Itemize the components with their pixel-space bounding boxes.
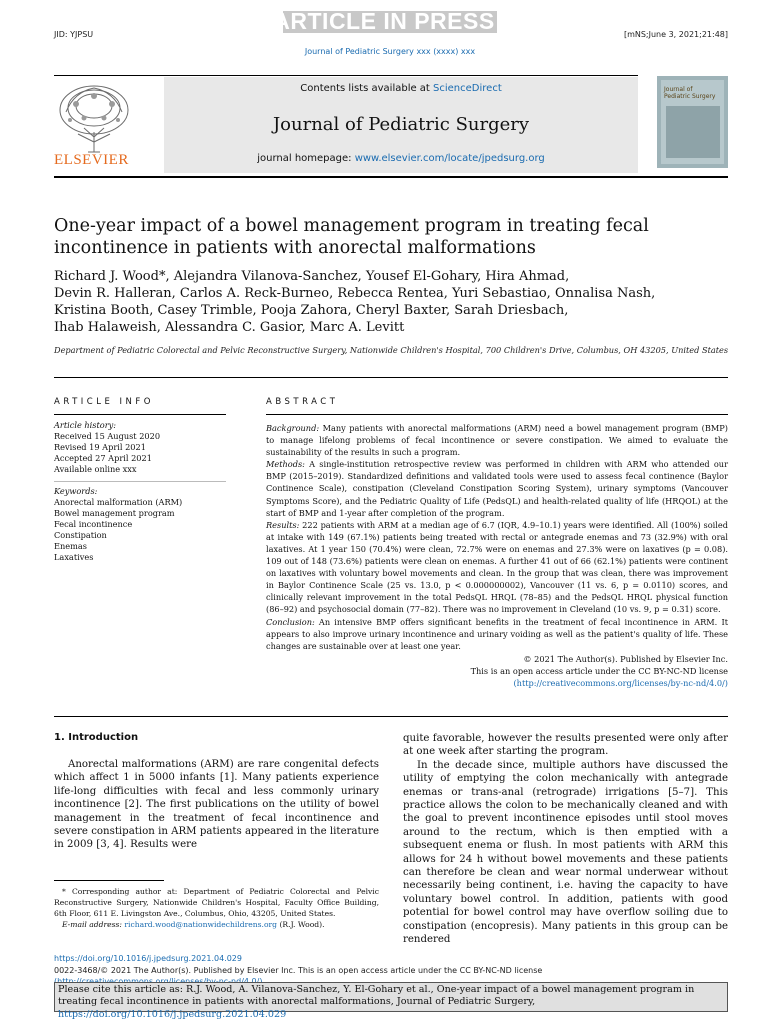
- cover-title: [664, 86, 722, 100]
- keywords-block: [54, 486, 226, 563]
- homepage-prefix: journal homepage:: [257, 153, 355, 164]
- elsevier-tree-logo: [54, 82, 134, 154]
- contents-prefix: Contents lists available at: [300, 83, 434, 94]
- intro-heading: 1. Introduction: [54, 732, 139, 743]
- abstract-background: [266, 422, 728, 458]
- abstract-license: This is an open access article under the CC BY-NC-ND license: [470, 665, 728, 676]
- author-line-2: Devin R. Halleran, Carlos A. Reck-Burneo, Rebecca Rentea, Yuri Sebastiao, Onnalisa Nash,: [54, 286, 656, 301]
- keyword-item: Enemas: [54, 541, 87, 551]
- info-divider: [54, 481, 226, 482]
- footnote: [54, 886, 379, 930]
- homepage-link[interactable]: www.elsevier.com/locate/jpedsurg.org: [354, 153, 545, 164]
- cover-title-line2: Pediatric Surgery: [664, 93, 716, 100]
- results-label: Results:: [266, 519, 300, 530]
- intro-col2: [403, 732, 728, 947]
- author-line-4: Ihab Halaweish, Alessandra C. Gasior, Marc A. Levitt: [54, 320, 405, 335]
- author-line-3: Kristina Booth, Casey Trimble, Pooja Zahora, Cheryl Baxter, Sarah Driesbach,: [54, 303, 569, 318]
- citation-doi-link[interactable]: https://doi.org/10.1016/j.jpedsurg.2021.04.029: [58, 1008, 287, 1020]
- conclusion-text: An intensive BMP offers significant benefits in the treatment of fecal incontinence in ARM. It appears to also improve urinary incontinence and urinary voiding as well as the patient's quality of life. These changes are sustainable over at least one year.: [266, 616, 728, 651]
- cover-artwork: [666, 106, 720, 158]
- corresponding-author: * Corresponding author at: Department of Pediatric Colorectal and Pelvic Reconstructive Surgery, Nationwide Children's Hospital, Faculty Office Building, 6th Floor, 611 E. Livingston Ave., Columbus, Ohio, 43205, United States.: [54, 887, 379, 918]
- methods-text: A single-institution retrospective review was performed in children with ARM who attended our BMP (2015–2019). Standardized definitions and validated tools were used to assess fecal continence (Baylor Continence Scale), constipation (Cleveland Constipation Scoring System), urinary symptoms (Vancouver Symptoms Score), and the Pediatric Quality of Life (PedsQL) and health-related quality of life (HRQOL) at the start of BMP and 1-year after completion of the program.: [266, 459, 728, 518]
- email-link[interactable]: richard.wood@nationwidechildrens.org: [124, 920, 278, 929]
- license-link[interactable]: (http://creativecommons.org/licenses/by-nc-nd/4.0/): [513, 677, 728, 688]
- abstract-rule: [266, 414, 728, 415]
- history-received: Received 15 August 2020: [54, 431, 161, 441]
- keyword-item: Constipation: [54, 530, 107, 540]
- title-line-2: incontinence in patients with anorectal malformations: [54, 238, 536, 258]
- doi-link[interactable]: https://doi.org/10.1016/j.jpedsurg.2021.04.029: [54, 954, 242, 963]
- email-suffix: (R.J. Wood).: [279, 920, 325, 929]
- keyword-item: Anorectal malformation (ARM): [54, 497, 183, 507]
- abstract-copyright: © 2021 The Author(s). Published by Elsevier Inc.: [523, 653, 728, 664]
- author-list: [54, 268, 734, 336]
- article-in-press-banner: ARTICLE IN PRESS: [273, 8, 495, 34]
- journal-id: JID: YJPSU: [54, 30, 94, 39]
- history-label: Article history:: [54, 420, 116, 430]
- history-revised: Revised 19 April 2021: [54, 442, 146, 452]
- conclusion-label: Conclusion:: [266, 616, 315, 627]
- keyword-item: Fecal incontinence: [54, 519, 133, 529]
- title-line-1: One-year impact of a bowel management program in treating fecal: [54, 216, 649, 236]
- journal-reference[interactable]: Journal of Pediatric Surgery xxx (xxxx) xxx: [304, 47, 476, 56]
- abstract-heading: ABSTRACT: [266, 397, 339, 407]
- article-title: [54, 215, 674, 259]
- methods-label: Methods:: [266, 459, 305, 470]
- results-text: 222 patients with ARM at a median age of 6.7 (IQR, 4.9–10.1) years were identified. All (100%) soiled at intake with 149 (67.1%) patients being treated with rectal or antegrade enemas and 73 (32.9%) with oral laxatives. At 1 year 150 (70.4%) were clean, 72.7% were on enemas and 27.3% were on laxatives (p = 0.08). 109 out of 148 (73.6%) patients were clean on enemas. A further 41 out of 66 (62.1%) patients were continent on laxatives with voluntary bowel movements and clean. In the group that was clean, there was improvement in Baylor Continence Scale (25 vs. 13.0, p < 0.000000002), Vancouver (11 vs. 6, p = 0.0110) scores, and clinically relevant improvement in the total PedsQL HRQL (78–85) and the PedsQL HRQL physical function (86–92) and psychosocial domain (77–82). There was no improvement in Cleveland (10 vs. 9, p = 0.31) score.: [266, 519, 728, 615]
- article-history: [54, 420, 226, 475]
- section-rule: [54, 377, 728, 378]
- abstract-results: [266, 519, 728, 616]
- abstract-conclusion: [266, 616, 728, 652]
- cover-title-line1: Journal of: [664, 86, 693, 93]
- header-bottom-rule: [54, 176, 728, 178]
- intro-col2-paragraph1: quite favorable, however the results presented were only after at one week after starting the program.: [403, 733, 728, 758]
- build-stamp: [mNS;June 3, 2021;21:48]: [623, 30, 728, 39]
- issn-line: 0022-3468/© 2021 The Author(s). Published by Elsevier Inc. This is an open access article under the CC BY-NC-ND license: [54, 966, 543, 975]
- sciencedirect-link[interactable]: ScienceDirect: [433, 83, 502, 94]
- abstract-body: [266, 422, 728, 689]
- history-online: Available online xxx: [54, 464, 137, 474]
- history-accepted: Accepted 27 April 2021: [54, 453, 152, 463]
- keywords-label: Keywords:: [54, 486, 98, 496]
- info-rule: [54, 414, 226, 415]
- keyword-item: Laxatives: [54, 552, 94, 562]
- article-info-heading: ARTICLE INFO: [54, 397, 154, 407]
- footnote-rule: [54, 880, 164, 881]
- intro-col2-paragraph2: In the decade since, multiple authors have discussed the utility of emptying the colon mechanically with antegrade enemas or trans-anal (retrograde) irrigations [5–7]. This practice allows the colon to be mechanically cleaned and with the goal to prevent incontinence episodes until stool moves around to the rectum, which is then emptied with a subsequent enema or flush. In most patients with ARM this allows for 24 h without bowel movements and these patients can therefore be clean and wear normal underwear without necessarily being continent, i.e. having the capacity to have voluntary bowel control. In addition, patients with good potential for bowel control may have overflow soiling due to constipation (encopresis). Many patients in this group can be rendered: [403, 759, 728, 946]
- contents-line: [164, 83, 638, 94]
- citation-text: [58, 984, 726, 1021]
- background-text: Many patients with anorectal malformations (ARM) need a bowel management program (BMP) to manage lifelong problems of fecal incontinence or severe constipation. We aimed to evaluate the sustainability of the results in such a program.: [266, 423, 728, 458]
- background-label: Background:: [266, 423, 320, 433]
- publisher-name: ELSEVIER: [54, 152, 129, 168]
- intro-col1-paragraph: Anorectal malformations (ARM) are rare congenital defects which affect 1 in 5000 infants [1]. Many patients experience life-long difficulties with fecal and less commonly urinary incontinence [2]. The first publications on the utility of bowel management in the treatment of fecal incontinence and severe constipation in ARM patients appeared in the literature in 2009 [3, 4]. Results were: [54, 759, 379, 851]
- email-label: E-mail address:: [62, 920, 122, 929]
- abstract-methods: [266, 458, 728, 518]
- abstract-bottom-rule: [54, 716, 728, 717]
- affiliation: Department of Pediatric Colorectal and Pelvic Reconstructive Surgery, Nationwide Children's Hospital, 700 Children's Drive, Columbus, OH 43205, United States: [54, 345, 729, 355]
- author-line-1: Richard J. Wood*, Alejandra Vilanova-Sanchez, Yousef El-Gohary, Hira Ahmad,: [54, 269, 570, 284]
- journal-title: Journal of Pediatric Surgery: [272, 114, 530, 135]
- email-line: [54, 919, 379, 930]
- header-top-rule: [54, 75, 638, 76]
- citation-body: Please cite this article as: R.J. Wood, A. Vilanova-Sanchez, Y. El-Gohary et al., One-year impact of a bowel management program in treating fecal incontinence in patients with anorectal malformations, Journal of Pediatric Surgery,: [58, 984, 695, 1008]
- homepage-line: [164, 153, 638, 164]
- keyword-item: Bowel management program: [54, 508, 175, 518]
